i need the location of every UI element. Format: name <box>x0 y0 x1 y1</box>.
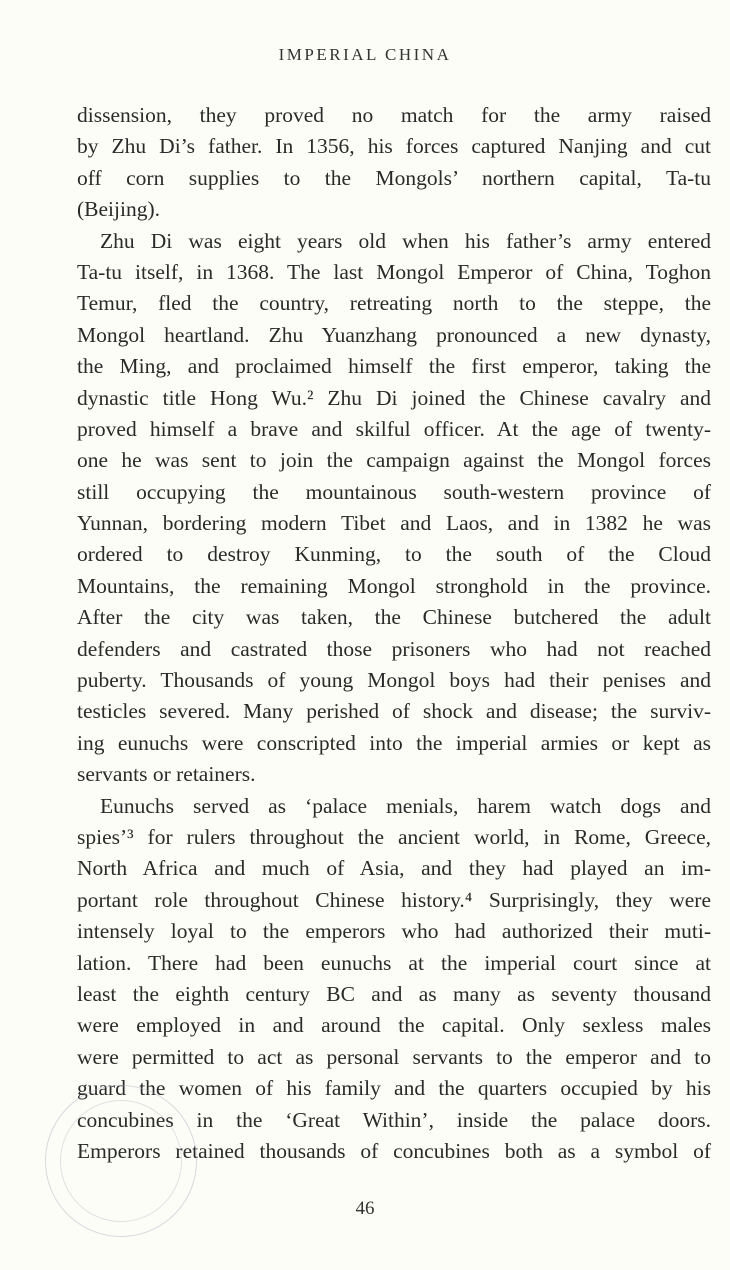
text-line: concubines in the ‘Great Within’, inside the palace doors. <box>77 1107 711 1132</box>
text-line: lation. There had been eunuchs at the imperial court since at <box>77 950 711 975</box>
text-line: by Zhu Di’s father. In 1356, his forces captured Nanjing and cut <box>77 134 711 159</box>
text-line: intensely loyal to the emperors who had authorized their muti- <box>77 919 711 944</box>
text-line: Ta-tu itself, in 1368. The last Mongol Emperor of China, Toghon <box>77 259 711 284</box>
text-line: North Africa and much of Asia, and they had played an im- <box>77 856 711 881</box>
text-line: puberty. Thousands of young Mongol boys had their penises and <box>77 668 711 693</box>
text-line: dynastic title Hong Wu.² Zhu Di joined the Chinese cavalry and <box>77 385 711 410</box>
text-line: After the city was taken, the Chinese butchered the adult <box>77 605 711 630</box>
text-line: were employed in and around the capital. Only sexless males <box>77 1013 711 1038</box>
text-line: least the eighth century BC and as many as seventy thousand <box>77 981 711 1006</box>
text-line: proved himself a brave and skilful officer. At the age of twenty- <box>77 416 711 441</box>
text-line: were permitted to act as personal servants to the emperor and to <box>77 1044 711 1069</box>
text-line: guard the women of his family and the quarters occupied by his <box>77 1076 711 1101</box>
text-line: one he was sent to join the campaign against the Mongol forces <box>77 448 711 473</box>
running-header: IMPERIAL CHINA <box>278 45 452 64</box>
text-line: defenders and castrated those prisoners who had not reached <box>77 636 711 661</box>
text-line: Mongol heartland. Zhu Yuanzhang pronounced a new dynasty, <box>77 322 711 347</box>
text-line: (Beijing). <box>77 197 160 222</box>
text-line: Zhu Di was eight years old when his father’s army entered <box>100 228 711 253</box>
text-line: Yunnan, bordering modern Tibet and Laos, and in 1382 he was <box>77 511 711 536</box>
text-line: off corn supplies to the Mongols’ northern capital, Ta-tu <box>77 165 711 190</box>
text-line: the Ming, and proclaimed himself the first emperor, taking the <box>77 354 711 379</box>
text-line: dissension, they proved no match for the army raised <box>77 103 711 127</box>
text-line: ing eunuchs were conscripted into the imperial armies or kept as <box>77 730 711 755</box>
text-line: ordered to destroy Kunming, to the south of the Cloud <box>77 542 711 567</box>
text-line: Mountains, the remaining Mongol stronghold in the province. <box>77 573 711 598</box>
body-text <box>77 100 711 1167</box>
text-line: Eunuchs served as ‘palace menials, harem watch dogs and <box>100 793 711 818</box>
page-number: 46 <box>355 1198 375 1219</box>
text-line: still occupying the mountainous south-western province of <box>77 479 711 504</box>
text-line: servants or retainers. <box>77 762 256 787</box>
text-line: portant role throughout Chinese history.⁴ Surprisingly, they were <box>77 887 711 912</box>
text-line: spies’³ for rulers throughout the ancient world, in Rome, Greece, <box>77 824 711 849</box>
text-line: Emperors retained thousands of concubines both as a symbol of <box>77 1138 711 1163</box>
text-line: Temur, fled the country, retreating north to the steppe, the <box>77 291 711 316</box>
text-line: testicles severed. Many perished of shock and disease; the surviv- <box>77 699 711 724</box>
